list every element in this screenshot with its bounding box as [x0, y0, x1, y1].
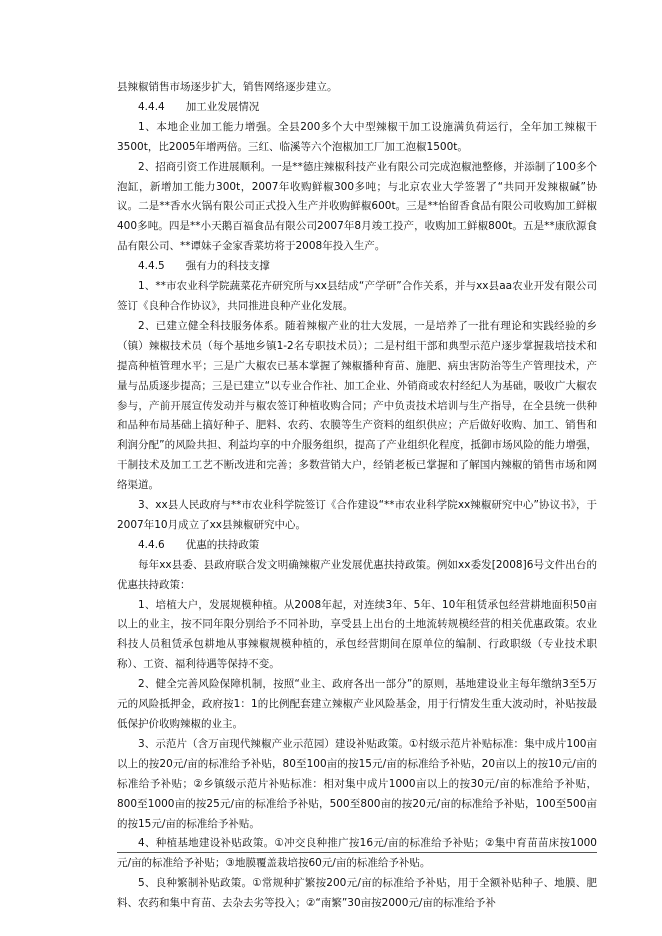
section-heading-4-4-6: 4.4.6 优惠的扶持政策 [138, 538, 260, 551]
footer-divider [117, 852, 597, 853]
section-heading-4-4-4: 4.4.4 加工业发展情况 [138, 100, 260, 113]
paragraph: 1、培植大户，发展规模种植。从2008年起，对连续3年、5年、10年租赁承包经营耕地面积50亩以上的业主，按不同年限分别给予不同补助，享受县上出台的土地流转规模经营的相关优惠政策。农业科技人员租赁承包耕地从事辣椒规模种植的，承包经营期间在原单位的编制、行政职级（专业技术职称）、工资、福利待遇等保持不变。 [117, 598, 597, 671]
paragraph: 4、种植基地建设补贴政策。①冲交良种推广按16元/亩的标准给予补贴；②集中育苗苗床按1000元/亩的标准给予补贴；③地膜覆盖栽培按60元/亩的标准给予补贴。 [117, 837, 597, 870]
paragraph: 2、已建立健全科技服务体系。随着辣椒产业的壮大发展，一是培养了一批有理论和实践经验的乡（镇）辣椒技术员（每个基地乡镇1-2名专职技术员）；二是村组干部和典型示范户逐步掌握栽培技术和提高种植管理水平；三是广大椒农已基本掌握了辣椒播种育苗、施肥、病虫害防治等生产管理技术，产量与品质逐步提高；三是已建立“以专业合作社、加工企业、外销商或农村经纪人为基础，吸收广大椒农参与，产前开展宣传发动并与椒农签订种植收购合同；产中负责技术培训与生产指导，在全县统一供种和品种布局基础上搞好种子、肥料、农药、农膜等生产资料的组织供应；产后做好收购、加工、销售和利润分配”的风险共担、利益均享的中介服务组织，提高了产业组织化程度，抵御市场风险的能力增强，干制技术及加工工艺不断改进和完善；多数营销大户，经销老板已掌握和了解国内辣椒的销售市场和网络渠道。 [117, 319, 597, 492]
body-text [117, 78, 597, 914]
paragraph: 3、示范片（含万亩现代辣椒产业示范园）建设补贴政策。①村级示范片补贴标准：集中成片100亩以上的按20元/亩的标准给予补贴，80至100亩的按15元/亩的标准给予补贴，20亩以上的按10元/亩的标准给予补贴；②乡镇级示范片补贴标准：相对集中成片1000亩以上的按30元/亩的标准给予补贴，800至1000亩的按25元/亩的标准给予补贴，500至800亩的按20元/亩的标准给予补贴，100至500亩的按15元/亩的标准给予补贴。 [117, 737, 597, 830]
paragraph-continuation: 县辣椒销售市场逐步扩大，销售网络逐步建立。 [117, 81, 338, 93]
paragraph: 2、健全完善风险保障机制，按照“业主、政府各出一部分”的原则，基地建设业主每年缴纳3至5万元的风险抵押金，政府按1：1的比例配套建立辣椒产业风险基金，用于行情发生重大波动时，补贴按最低保护价收购辣椒的业主。 [117, 678, 597, 730]
paragraph: 2、招商引资工作进展顺利。一是**德庄辣椒科技产业有限公司完成泡椒池整修，并添制了100多个泡缸，新增加工能力300t，2007年收购鲜椒300多吨；与北京农业大学签署了“共同开发辣椒碱”协议。二是**香水火锅有限公司正式投入生产并收购鲜椒600t。三是**怡留香食品有限公司收购加工鲜椒400多吨。四是**小天鹅百福食品有限公司2007年8月竣工投产，收购加工鲜椒800t。五是**康欣源食品有限公司、**谭妹子金家香菜坊将于2008年投入生产。 [117, 160, 597, 253]
paragraph: 3、xx县人民政府与**市农业科学院签订《合作建设“**市农业科学院xx辣椒研究中心”协议书》，于2007年10月成立了xx县辣椒研究中心。 [117, 499, 597, 531]
paragraph: 1、本地企业加工能力增强。全县200多个大中型辣椒干加工设施满负荷运行，全年加工辣椒干3500t，比2005年增两倍。三红、临溪等六个泡椒加工厂加工泡椒1500t。 [117, 120, 597, 153]
section-heading-4-4-5: 4.4.5 强有力的科技支撑 [138, 260, 270, 273]
paragraph: 每年xx县委、县政府联合发文明确辣椒产业发展优惠扶持政策。例如xx委发[2008]6号文件出台的优惠扶持政策： [117, 558, 597, 591]
paragraph: 5、良种繁制补贴政策。①常规种扩繁按200元/亩的标准给予补贴，用于全额补贴种子、地膜、肥料、农药和集中育苗、去杂去劣等投入；②“南繁”30亩按2000元/亩的标准给予补 [117, 877, 597, 910]
paragraph: 1、**市农业科学院蔬菜花卉研究所与xx县结成“产学研”合作关系，并与xx县aa农业开发有限公司签订《良种合作协议》，共同推进良种产业化发展。 [117, 280, 597, 312]
